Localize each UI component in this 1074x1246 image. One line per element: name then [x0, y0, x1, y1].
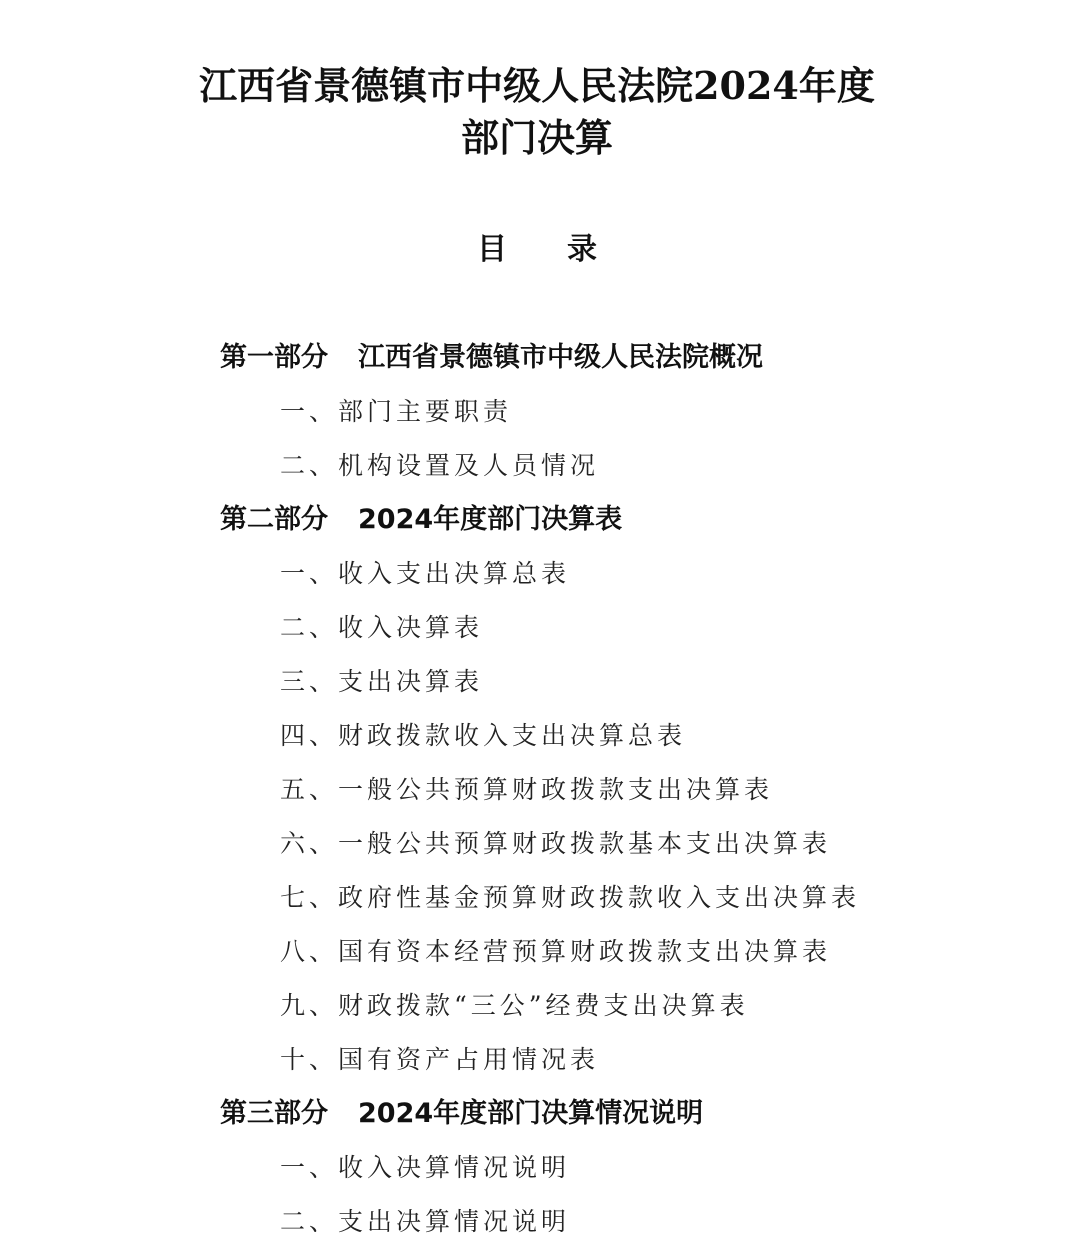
toc-item: 七、政府性基金预算财政拨款收入支出决算表	[280, 883, 861, 912]
toc-item: 一、收入支出决算总表	[280, 559, 571, 588]
toc-part-number: 第一部分	[220, 342, 328, 373]
toc-item: 一、收入决算情况说明	[280, 1153, 571, 1182]
toc-part-title: 2024年度部门决算表	[358, 504, 623, 535]
toc-item: 五、一般公共预算财政拨款支出决算表	[280, 775, 774, 804]
toc-item: 二、支出决算情况说明	[280, 1207, 571, 1236]
toc-part-title: 江西省景德镇市中级人民法院概况	[358, 342, 763, 373]
toc-item: 一、部门主要职责	[280, 397, 513, 426]
toc-item: 四、财政拨款收入支出决算总表	[280, 721, 687, 750]
toc-item: 八、国有资本经营预算财政拨款支出决算表	[280, 937, 832, 966]
toc-part-number: 第二部分	[220, 504, 328, 535]
toc-item: 六、一般公共预算财政拨款基本支出决算表	[280, 829, 832, 858]
toc-item: 二、机构设置及人员情况	[280, 451, 600, 480]
toc-heading: 目录	[477, 232, 657, 267]
document-title-line-1: 江西省景德镇市中级人民法院2024年度	[199, 63, 875, 108]
toc-item: 三、支出决算表	[280, 667, 484, 696]
toc-part	[220, 334, 763, 382]
toc-item: 十、国有资产占用情况表	[280, 1045, 600, 1074]
document-title-line-2: 部门决算	[460, 115, 613, 160]
toc-item: 九、财政拨款“三公”经费支出决算表	[280, 991, 749, 1020]
toc-part-number: 第三部分	[220, 1098, 328, 1129]
toc-part	[220, 496, 622, 544]
toc-item: 二、收入决算表	[280, 613, 484, 642]
toc-part	[220, 1090, 703, 1138]
toc-part-title: 2024年度部门决算情况说明	[358, 1098, 704, 1129]
